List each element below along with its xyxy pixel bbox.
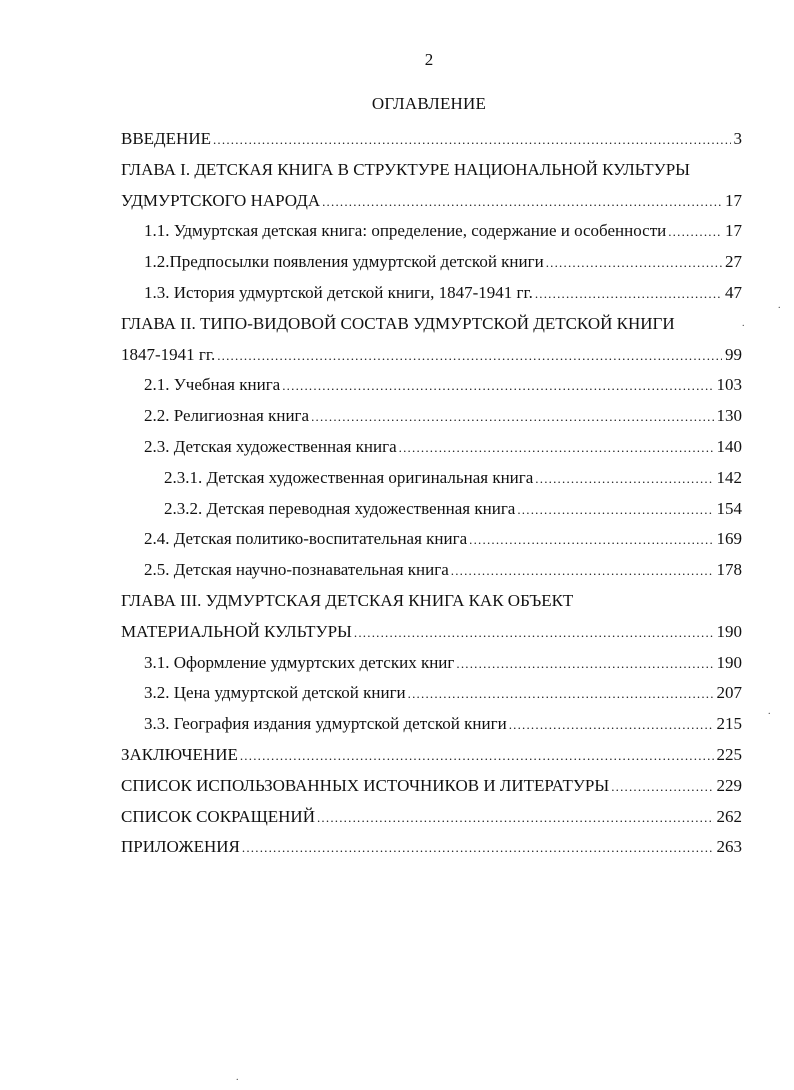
toc-entry-page: 17 — [725, 190, 742, 210]
toc-entry-page: 47 — [725, 282, 742, 302]
toc-entry-chapter-3[interactable] — [121, 586, 742, 617]
toc-entry-page: 27 — [725, 252, 742, 272]
scan-speck: . — [778, 300, 781, 311]
dot-leader — [217, 341, 722, 372]
dot-leader — [517, 495, 713, 526]
dot-leader — [399, 433, 714, 464]
dot-leader — [611, 772, 713, 803]
dot-leader — [354, 618, 714, 649]
toc-entry-chapter-3-cont[interactable] — [121, 617, 742, 648]
dot-leader — [213, 125, 731, 156]
toc-entry-page: 190 — [716, 652, 742, 672]
toc-entry-page: 178 — [716, 560, 742, 580]
toc-entry-appendices[interactable] — [121, 832, 742, 863]
toc-entry-title: 3.2. Цена удмуртской детской книги — [144, 683, 406, 703]
scan-speck: . — [236, 1072, 239, 1083]
toc-entry-page: 169 — [716, 529, 742, 549]
toc-entry-title: 1.1. Удмуртская детская книга: определение, содержание и особенности — [144, 221, 667, 241]
dot-leader — [322, 187, 722, 218]
toc-entry-page: 154 — [716, 498, 742, 518]
toc-entry-2-4[interactable] — [121, 524, 742, 555]
toc-entry-page: 215 — [716, 714, 742, 734]
dot-leader — [469, 525, 713, 556]
table-of-contents — [121, 124, 742, 863]
toc-entry-2-5[interactable] — [121, 555, 742, 586]
toc-entry-title: ПРИЛОЖЕНИЯ — [121, 837, 240, 857]
dot-leader — [408, 679, 714, 710]
scan-speck: . — [742, 318, 745, 329]
toc-entry-title: 2.1. Учебная книга — [144, 375, 281, 395]
dot-leader — [509, 710, 714, 741]
toc-entry-title: СПИСОК СОКРАЩЕНИЙ — [121, 806, 315, 826]
dot-leader — [242, 833, 714, 864]
toc-entry-title: ВВЕДЕНИЕ — [121, 129, 211, 148]
toc-entry-3-1[interactable] — [121, 648, 742, 679]
toc-entry-title-cont: МАТЕРИАЛЬНОЙ КУЛЬТУРЫ — [121, 621, 352, 641]
toc-entry-1-1[interactable] — [121, 216, 742, 247]
toc-entry-page: 207 — [716, 683, 742, 703]
toc-entry-page: 103 — [716, 375, 742, 395]
toc-entry-page: 262 — [716, 806, 742, 826]
toc-entry-chapter-2-cont[interactable] — [121, 340, 742, 371]
dot-leader — [311, 402, 713, 433]
dot-leader — [240, 741, 714, 772]
scan-speck: . — [768, 706, 771, 717]
toc-entry-title: ГЛАВА III. УДМУРТСКАЯ ДЕТСКАЯ КНИГА КАК ОБЪЕКТ — [121, 590, 574, 610]
toc-entry-2-2[interactable] — [121, 401, 742, 432]
toc-entry-title: 1.2.Предпосылки появления удмуртской детской книги — [144, 252, 544, 272]
toc-entry-page: 3 — [733, 129, 742, 148]
toc-entry-page: 99 — [725, 344, 742, 364]
dot-leader — [546, 248, 722, 279]
toc-entry-title: 3.1. Оформление удмуртских детских книг — [144, 652, 455, 672]
toc-entry-chapter-2[interactable] — [121, 309, 742, 340]
toc-entry-title: 2.5. Детская научно-познавательная книга — [144, 560, 449, 580]
toc-entry-1-2[interactable] — [121, 247, 742, 278]
toc-entry-abbreviations[interactable] — [121, 802, 742, 833]
toc-entry-page: 190 — [716, 621, 742, 641]
toc-entry-title: 1.3. История удмуртской детской книги, 1847-1941 гг. — [144, 282, 533, 302]
toc-entry-introduction[interactable] — [121, 124, 742, 155]
toc-entry-title: 2.2. Религиозная книга — [144, 406, 310, 426]
toc-entry-title-cont: 1847-1941 гг. — [121, 344, 216, 364]
toc-title: ОГЛАВЛЕНИЕ — [371, 94, 487, 113]
toc-entry-page: 130 — [716, 406, 742, 426]
dot-leader — [282, 371, 713, 402]
toc-entry-page: 17 — [725, 221, 742, 241]
dot-leader — [451, 556, 714, 587]
toc-entry-title: ЗАКЛЮЧЕНИЕ — [121, 744, 238, 764]
toc-entry-title: ГЛАВА II. ТИПО-ВИДОВОЙ СОСТАВ УДМУРТСКОЙ ДЕТСКОЙ КНИГИ — [121, 313, 675, 333]
dot-leader — [456, 649, 713, 680]
page-number: 2 — [424, 50, 434, 69]
toc-entry-title: 2.3.2. Детская переводная художественная книга — [164, 498, 516, 518]
toc-entry-title: 2.3. Детская художественная книга — [144, 436, 397, 456]
dot-leader — [317, 803, 714, 834]
toc-entry-page: 229 — [716, 775, 742, 795]
toc-entry-2-1[interactable] — [121, 370, 742, 401]
toc-entry-page: 142 — [716, 467, 742, 487]
toc-entry-title: 2.4. Детская политико-воспитательная книга — [144, 529, 468, 549]
toc-entry-page: 263 — [716, 837, 742, 857]
toc-entry-title: СПИСОК ИСПОЛЬЗОВАННЫХ ИСТОЧНИКОВ И ЛИТЕРАТУРЫ — [121, 775, 610, 795]
toc-entry-2-3[interactable] — [121, 432, 742, 463]
toc-entry-title: 3.3. География издания удмуртской детской книги — [144, 714, 507, 734]
toc-entry-page: 225 — [716, 744, 742, 764]
toc-entry-2-3-2[interactable] — [121, 494, 742, 525]
toc-entry-title: 2.3.1. Детская художественная оригинальная книга — [164, 467, 534, 487]
toc-entry-2-3-1[interactable] — [121, 463, 742, 494]
toc-entry-conclusion[interactable] — [121, 740, 742, 771]
dot-leader — [535, 279, 722, 310]
toc-entry-title: ГЛАВА I. ДЕТСКАЯ КНИГА В СТРУКТУРЕ НАЦИОНАЛЬНОЙ КУЛЬТУРЫ — [121, 159, 690, 179]
dot-leader — [668, 217, 722, 248]
toc-entry-3-3[interactable] — [121, 709, 742, 740]
toc-entry-title-cont: УДМУРТСКОГО НАРОДА — [121, 190, 321, 210]
toc-entry-3-2[interactable] — [121, 678, 742, 709]
toc-entry-chapter-1[interactable] — [121, 155, 742, 186]
toc-entry-chapter-1-cont[interactable] — [121, 186, 742, 217]
toc-entry-sources[interactable] — [121, 771, 742, 802]
dot-leader — [535, 464, 713, 495]
toc-entry-1-3[interactable] — [121, 278, 742, 309]
toc-entry-page: 140 — [716, 436, 742, 456]
